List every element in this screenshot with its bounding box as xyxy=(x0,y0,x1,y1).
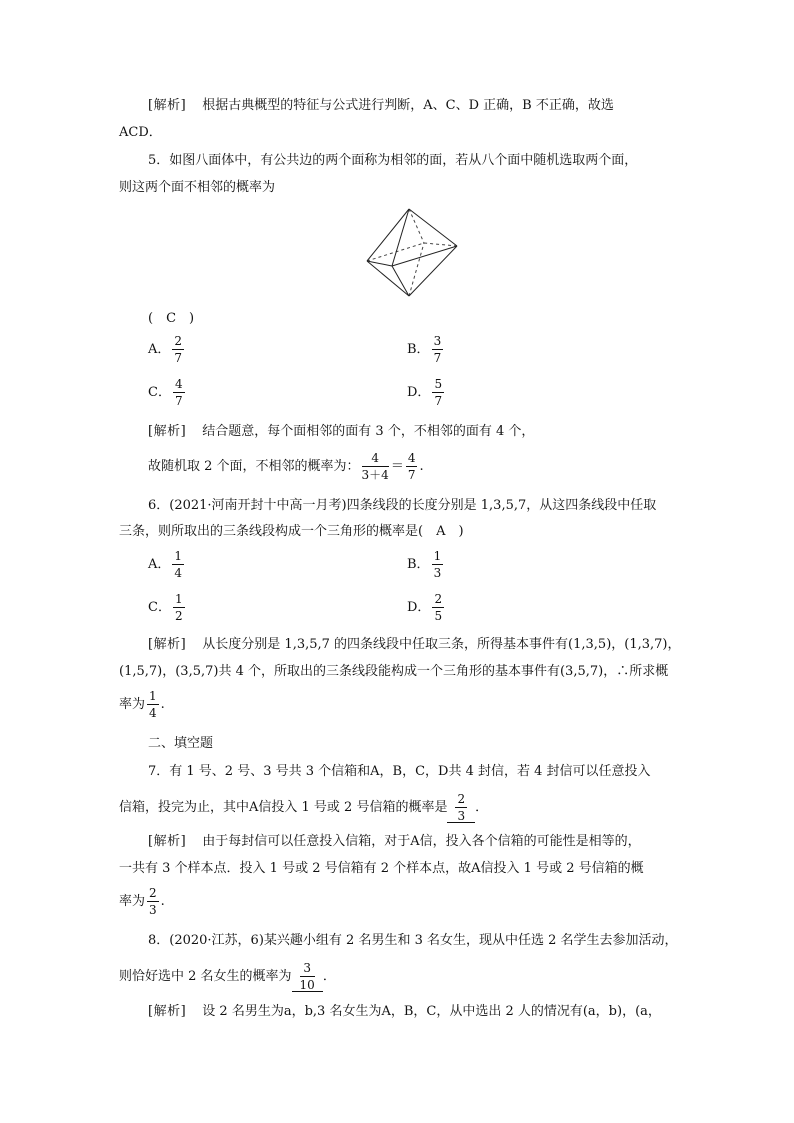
edge xyxy=(392,266,409,296)
q6-explanation-text: 从长度分别是 1,3,5,7 的四条线段中任取三条，所得基本事件有(1,3,5)，(1,3,7)， xyxy=(202,637,681,652)
option-letter: D． xyxy=(407,600,431,615)
fraction: $\frac{4}{7}$ xyxy=(407,451,416,482)
option-letter: C． xyxy=(148,385,171,400)
q6-explanation-line-2: (1,5,7)，(3,5,7)共 4 个，所取出的三条线段能构成一个三角形的基本事件有(3,5,7)，∴所求概 xyxy=(119,664,669,679)
q8-explanation-line-1 xyxy=(148,1002,661,1022)
q7-explanation-text: 由于每封信可以任意投入信箱，对于A信，投入各个信箱的可能性是相等的， xyxy=(202,834,641,849)
equals-sign: ＝ xyxy=(390,459,404,474)
q6-option-c xyxy=(148,593,187,622)
q5-answer: ( C ) xyxy=(148,311,195,326)
q5-option-d xyxy=(407,378,446,407)
fraction: $\frac{2}{3}$ xyxy=(457,792,466,823)
q8-stem-line-2: 则恰好选中 2 名女生的概率为 $\frac{3}{10}$ ． xyxy=(119,961,336,992)
answer-blank xyxy=(447,793,475,823)
analysis-label: [解析] xyxy=(148,1004,187,1019)
q5-explanation-line-2: 故随机取 2 个面，不相邻的概率为： $\frac{4}{3+4}$ ＝ $\frac{4}{7}$ . xyxy=(148,451,424,482)
section-heading-fill-blank: 二、填空题 xyxy=(148,736,214,751)
q5-explanation-text: 结合题意，每个面相邻的面有 3 个，不相邻的面有 4 个， xyxy=(202,424,535,439)
option-fraction: $\frac{1}{4}$ xyxy=(174,549,183,580)
analysis-label: [解析] xyxy=(148,637,187,652)
q5-option-b xyxy=(407,335,445,364)
q4-explanation-line-1 xyxy=(148,96,614,116)
q8-explanation-text: 设 2 名男生为a，b,3 名女生为A，B，C，从中选出 2 人的情况有(a，b)，(a， xyxy=(202,1004,661,1019)
option-fraction: $\frac{2}{7}$ xyxy=(174,334,183,365)
option-letter: D． xyxy=(407,385,431,400)
option-fraction: $\frac{1}{2}$ xyxy=(174,592,183,623)
q6-option-d xyxy=(407,593,446,622)
q7-explanation-line-2: 一共有 3 个样本点．投入 1 号或 2 号信箱有 2 个样本点，故A信投入 1 号或 2 号信箱的概 xyxy=(119,861,644,876)
q4-explanation-line-2: ACD． xyxy=(119,125,162,140)
q6-option-b xyxy=(407,550,445,579)
option-letter: C． xyxy=(148,600,171,615)
fraction: $\frac{1}{4}$ xyxy=(149,689,157,720)
q5-option-a xyxy=(148,335,186,364)
analysis-label: [解析] xyxy=(148,98,187,113)
option-fraction: $\frac{1}{3}$ xyxy=(433,549,442,580)
q6-explanation-line-1 xyxy=(148,635,681,655)
fraction: $\frac{2}{3}$ xyxy=(149,886,157,917)
q6-option-a xyxy=(148,550,186,579)
option-fraction: $\frac{5}{7}$ xyxy=(434,377,443,408)
q6-explanation-line-3: 率为 $\frac{1}{4}$ . xyxy=(119,689,165,720)
q4-explanation-text: 根据古典概型的特征与公式进行判断，A、C、D 正确，B 不正确，故选 xyxy=(202,98,614,113)
q5-stem-line-1: 5．如图八面体中，有公共边的两个面称为相邻的面，若从八个面中随机选取两个面， xyxy=(148,153,638,168)
option-letter: B． xyxy=(407,342,430,357)
hidden-edge xyxy=(424,243,457,246)
analysis-label: [解析] xyxy=(148,424,187,439)
option-fraction: $\frac{2}{5}$ xyxy=(434,592,443,623)
fraction: $\frac{3}{10}$ xyxy=(299,961,315,992)
q6-stem-line-1: 6．(2021·河南开封十中高一月考)四条线段的长度分别是 1,3,5,7，从这四条线段中任取 xyxy=(148,498,657,513)
answer-blank xyxy=(292,962,323,992)
edge xyxy=(409,209,457,246)
q5-explanation-text: 故随机取 2 个面，不相邻的概率为： xyxy=(148,459,360,474)
hidden-edge xyxy=(409,209,424,243)
q7-explanation-line-1 xyxy=(148,832,641,852)
edge xyxy=(367,209,409,261)
option-fraction: $\frac{3}{7}$ xyxy=(433,334,442,365)
q7-stem-line-1: 7．有 1 号、2 号、3 号共 3 个信箱和A，B，C，D共 4 封信，若 4 封信可以任意投入 xyxy=(148,764,651,779)
q6-stem-line-2: 三条，则所取出的三条线段构成一个三角形的概率是( A ) xyxy=(119,524,464,539)
q5-option-c xyxy=(148,378,187,407)
edge xyxy=(367,261,409,296)
option-letter: A． xyxy=(148,557,171,572)
octahedron-figure xyxy=(362,206,462,300)
q8-stem-line-1: 8．(2020·江苏，6)某兴趣小组有 2 名男生和 3 名女生，现从中任选 2 名学生去参加活动， xyxy=(148,933,678,948)
q7-stem-line-2: 信箱，投完为止，其中A信投入 1 号或 2 号信箱的概率是 $\frac{2}{3}$ ． xyxy=(119,792,489,823)
option-letter: A． xyxy=(148,342,171,357)
edge xyxy=(392,209,409,266)
fraction: $\frac{4}{3+4}$ xyxy=(361,451,389,482)
q5-stem-line-2: 则这两个面不相邻的概率为 xyxy=(119,180,276,195)
option-fraction: $\frac{4}{7}$ xyxy=(174,377,183,408)
q5-explanation-line-1 xyxy=(148,422,534,442)
analysis-label: [解析] xyxy=(148,834,187,849)
q7-explanation-line-3: 率为 $\frac{2}{3}$ . xyxy=(119,886,165,917)
option-letter: B． xyxy=(407,557,430,572)
